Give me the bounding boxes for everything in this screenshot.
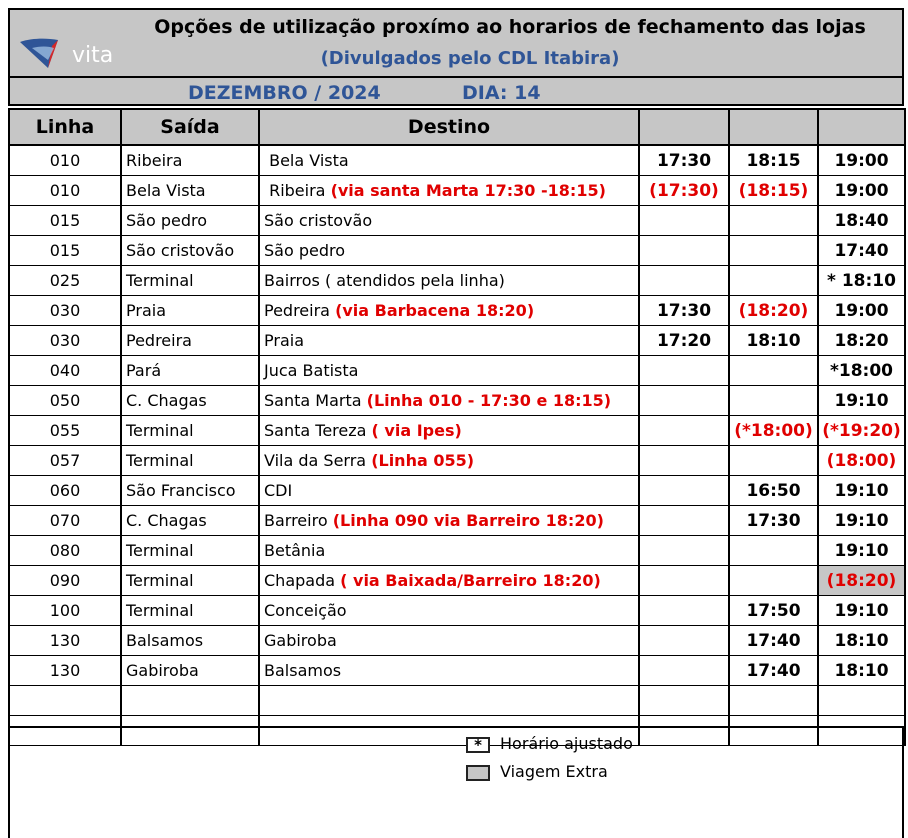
destino-text: Barreiro <box>264 511 333 530</box>
column-header-time-1 <box>639 109 729 145</box>
table-row <box>9 356 905 386</box>
cell-time-3: * 18:10 <box>818 266 905 296</box>
date-bar <box>10 76 902 108</box>
cell-time-2: 17:50 <box>729 596 818 626</box>
cell-saida: Terminal <box>121 266 259 296</box>
table-row <box>9 386 905 416</box>
destino-text: Bela Vista <box>264 151 349 170</box>
route-note: (Linha 090 via Barreiro 18:20) <box>332 511 604 530</box>
cell-time-1 <box>639 356 729 386</box>
cell-destino <box>259 626 639 656</box>
table-row <box>9 446 905 476</box>
logo-text: vita <box>72 43 114 68</box>
cell-saida: C. Chagas <box>121 506 259 536</box>
cell-time-3: (18:00) <box>818 446 905 476</box>
cell-saida: Terminal <box>121 446 259 476</box>
extra-swatch <box>466 765 490 781</box>
cell-time-3: (18:20) <box>818 566 905 596</box>
table-row <box>9 686 905 716</box>
cell-saida: Bela Vista <box>121 176 259 206</box>
table-row <box>9 506 905 536</box>
legend-adjusted-label: Horário ajustado <box>500 734 633 753</box>
cell-saida: Terminal <box>121 416 259 446</box>
cell-destino <box>259 206 639 236</box>
cell-time-1 <box>639 656 729 686</box>
table-row <box>9 176 905 206</box>
cell-linha: 080 <box>9 536 121 566</box>
cell-time-1 <box>639 446 729 476</box>
cell-time-1 <box>639 536 729 566</box>
destino-text: Vila da Serra <box>264 451 372 470</box>
cell-time-1 <box>639 266 729 296</box>
cell-saida: Balsamos <box>121 626 259 656</box>
cell-linha: 030 <box>9 296 121 326</box>
cell-time-3: 18:10 <box>818 656 905 686</box>
cell-time-2 <box>729 236 818 266</box>
cell-time-1 <box>639 596 729 626</box>
cell-time-1 <box>639 476 729 506</box>
route-note: (Linha 055) <box>371 451 475 470</box>
cell-linha: 015 <box>9 206 121 236</box>
route-note: (via Barbacena 18:20) <box>335 301 535 320</box>
cell-time-3: 17:40 <box>818 236 905 266</box>
column-header-destino: Destino <box>259 109 639 145</box>
day-label: DIA: 14 <box>462 82 541 104</box>
route-note: ( via Ipes) <box>371 421 462 440</box>
column-header-time-3 <box>818 109 905 145</box>
cell-time-3: *18:00 <box>818 356 905 386</box>
cell-time-1 <box>639 626 729 656</box>
destino-text: Conceição <box>264 601 347 620</box>
cell-saida: Terminal <box>121 596 259 626</box>
cell-time-2 <box>729 566 818 596</box>
header <box>8 8 904 106</box>
cell-time-1: 17:30 <box>639 145 729 176</box>
cell-linha: 025 <box>9 266 121 296</box>
table-row <box>9 656 905 686</box>
cell-time-1 <box>639 566 729 596</box>
adjusted-swatch: * <box>466 737 490 753</box>
destino-text: Juca Batista <box>264 361 359 380</box>
cell-time-2 <box>729 446 818 476</box>
cell-linha: 010 <box>9 145 121 176</box>
legend-adjusted <box>466 734 633 753</box>
cell-time-1 <box>639 236 729 266</box>
table-header-row <box>9 109 905 145</box>
destino-text: São pedro <box>264 241 346 260</box>
cell-time-3: 18:10 <box>818 626 905 656</box>
cell-saida: São cristovão <box>121 236 259 266</box>
cell-time-2: 17:40 <box>729 656 818 686</box>
cell-linha: 130 <box>9 656 121 686</box>
cell-time-1: 17:20 <box>639 326 729 356</box>
destino-text: Chapada <box>264 571 341 590</box>
cell-destino <box>259 446 639 476</box>
cell-saida: Praia <box>121 296 259 326</box>
legend-extra-label: Viagem Extra <box>500 762 608 781</box>
cell-saida: Pedreira <box>121 326 259 356</box>
cell-destino <box>259 266 639 296</box>
table-row <box>9 266 905 296</box>
cell-destino <box>259 176 639 206</box>
cell-saida: Ribeira <box>121 145 259 176</box>
cell-time-3 <box>818 686 905 716</box>
cell-destino <box>259 386 639 416</box>
cell-destino <box>259 356 639 386</box>
cell-destino <box>259 686 639 716</box>
table-row <box>9 206 905 236</box>
table-row <box>9 596 905 626</box>
cell-saida: Pará <box>121 356 259 386</box>
destino-text: Pedreira <box>264 301 336 320</box>
cell-saida: São Francisco <box>121 476 259 506</box>
destino-text: Betânia <box>264 541 326 560</box>
cell-time-3: 19:10 <box>818 386 905 416</box>
destino-text: São cristovão <box>264 211 373 230</box>
legend-extra <box>466 762 608 781</box>
cell-linha: 070 <box>9 506 121 536</box>
cell-time-3: 19:00 <box>818 296 905 326</box>
cell-destino <box>259 416 639 446</box>
destino-text: Balsamos <box>264 661 342 680</box>
cell-time-2: 17:40 <box>729 626 818 656</box>
cell-destino <box>259 476 639 506</box>
cell-destino <box>259 236 639 266</box>
cell-time-1 <box>639 416 729 446</box>
cell-destino <box>259 326 639 356</box>
cell-time-3: 19:10 <box>818 596 905 626</box>
cell-destino <box>259 506 639 536</box>
cell-time-3: 19:10 <box>818 476 905 506</box>
cell-linha: 015 <box>9 236 121 266</box>
cell-time-1 <box>639 386 729 416</box>
cell-destino <box>259 536 639 566</box>
cell-linha: 030 <box>9 326 121 356</box>
cell-linha: 130 <box>9 626 121 656</box>
cell-time-3: 18:40 <box>818 206 905 236</box>
cell-saida: Terminal <box>121 566 259 596</box>
destino-text: Gabiroba <box>264 631 337 650</box>
destino-text: Santa Marta <box>264 391 367 410</box>
page-title: Opções de utilização proxímo ao horarios de fechamento das lojas <box>154 16 866 38</box>
column-header-saida: Saída <box>121 109 259 145</box>
column-header-time-2 <box>729 109 818 145</box>
cell-time-1 <box>639 506 729 536</box>
table-row <box>9 626 905 656</box>
cell-saida: Gabiroba <box>121 656 259 686</box>
route-note: ( via Baixada/Barreiro 18:20) <box>340 571 601 590</box>
cell-time-2 <box>729 386 818 416</box>
cell-destino <box>259 656 639 686</box>
destino-text: Praia <box>264 331 304 350</box>
cell-linha: 057 <box>9 446 121 476</box>
table-row <box>9 536 905 566</box>
destino-text: Bairros ( atendidos pela linha) <box>264 271 505 290</box>
cell-time-2: (*18:00) <box>729 416 818 446</box>
cell-linha: 100 <box>9 596 121 626</box>
column-header-linha: Linha <box>9 109 121 145</box>
cell-linha: 090 <box>9 566 121 596</box>
cell-time-3: 19:10 <box>818 506 905 536</box>
vita-logo <box>18 28 118 74</box>
cell-destino <box>259 596 639 626</box>
cell-time-1 <box>639 206 729 236</box>
cell-saida: Terminal <box>121 536 259 566</box>
cell-saida: São pedro <box>121 206 259 236</box>
cell-time-2 <box>729 356 818 386</box>
cell-linha: 055 <box>9 416 121 446</box>
cell-time-3: 19:00 <box>818 176 905 206</box>
cell-time-3: 18:20 <box>818 326 905 356</box>
cell-time-2: 17:30 <box>729 506 818 536</box>
table-row <box>9 145 905 176</box>
schedule-sheet <box>8 8 906 838</box>
cell-destino <box>259 145 639 176</box>
route-note: (via santa Marta 17:30 -18:15) <box>330 181 606 200</box>
table-row <box>9 566 905 596</box>
cell-time-3: 19:10 <box>818 536 905 566</box>
destino-text: CDI <box>264 481 293 500</box>
cell-destino <box>259 296 639 326</box>
cell-time-2: 18:10 <box>729 326 818 356</box>
cell-destino <box>259 566 639 596</box>
table-row <box>9 326 905 356</box>
cell-time-1: 17:30 <box>639 296 729 326</box>
cell-time-2: (18:15) <box>729 176 818 206</box>
cell-time-2: 18:15 <box>729 145 818 176</box>
cell-time-2 <box>729 686 818 716</box>
page-subtitle: (Divulgados pelo CDL Itabira) <box>320 48 620 69</box>
destino-text: Santa Tereza <box>264 421 372 440</box>
month-label: DEZEMBRO / 2024 <box>188 82 381 104</box>
table-row <box>9 236 905 266</box>
cell-time-2 <box>729 536 818 566</box>
cell-time-3: (*19:20) <box>818 416 905 446</box>
cell-time-2: (18:20) <box>729 296 818 326</box>
cell-time-2: 16:50 <box>729 476 818 506</box>
cell-time-2 <box>729 266 818 296</box>
cell-linha <box>9 686 121 716</box>
cell-time-1: (17:30) <box>639 176 729 206</box>
cell-saida: C. Chagas <box>121 386 259 416</box>
cell-time-1 <box>639 686 729 716</box>
table-row <box>9 476 905 506</box>
legend-area <box>8 726 904 838</box>
route-note: (Linha 010 - 17:30 e 18:15) <box>366 391 612 410</box>
destino-text: Ribeira <box>264 181 331 200</box>
table-row <box>9 296 905 326</box>
cell-saida <box>121 686 259 716</box>
table-row <box>9 416 905 446</box>
cell-linha: 010 <box>9 176 121 206</box>
cell-time-2 <box>729 206 818 236</box>
cell-linha: 050 <box>9 386 121 416</box>
schedule-table <box>8 108 906 746</box>
cell-linha: 060 <box>9 476 121 506</box>
cell-linha: 040 <box>9 356 121 386</box>
cell-time-3: 19:00 <box>818 145 905 176</box>
